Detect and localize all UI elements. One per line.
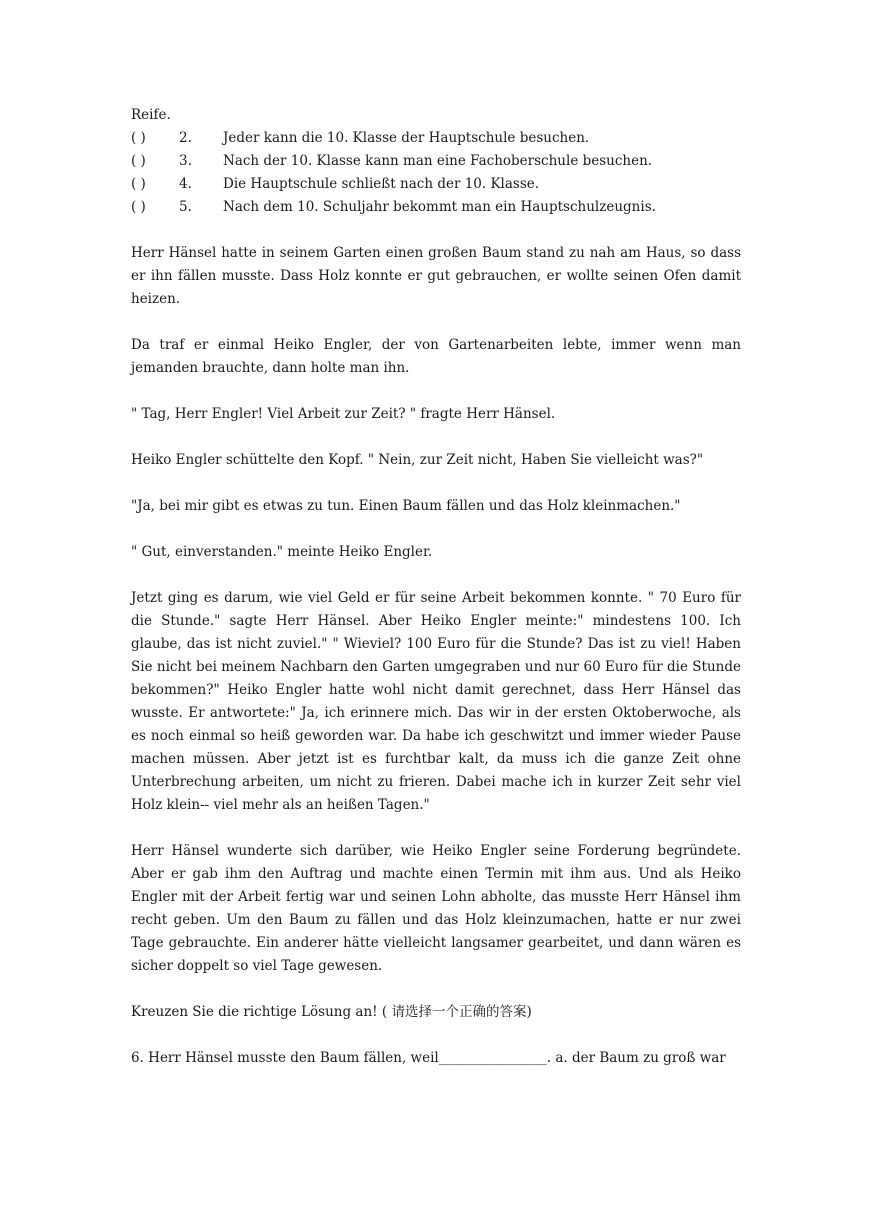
statement-text: Nach der 10. Klasse kann man eine Fachoberschule besuchen. [223, 153, 653, 169]
document-page [131, 104, 741, 1070]
statement-item [131, 150, 741, 173]
answer-box: ( ) [131, 153, 146, 169]
answer-box: ( ) [131, 130, 146, 146]
statement-text: Nach dem 10. Schuljahr bekommt man ein Hauptschulzeugnis. [223, 199, 656, 215]
dialogue-line: "Ja, bei mir gibt es etwas zu tun. Einen Baum fällen und das Holz kleinmachen." [131, 498, 681, 514]
story-paragraph: Da traf er einmal Heiko Engler, der von Gartenarbeiten lebte, immer wenn man jemanden brauchte, dann holte man ihn. [131, 337, 741, 376]
question-6: 6. Herr Hänsel musste den Baum fällen, weil________________. a. der Baum zu groß war [131, 1050, 726, 1066]
statement-text: Jeder kann die 10. Klasse der Hauptschule besuchen. [223, 130, 590, 146]
statement-number: 5. [179, 199, 192, 215]
dialogue-line: " Tag, Herr Engler! Viel Arbeit zur Zeit? " fragte Herr Hänsel. [131, 406, 556, 422]
statement-number: 4. [179, 176, 192, 192]
dialogue-line: Heiko Engler schüttelte den Kopf. " Nein, zur Zeit nicht, Haben Sie vielleicht was?" [131, 452, 704, 468]
statement-item [131, 196, 741, 219]
statement-number: 2. [179, 130, 192, 146]
answer-box: ( ) [131, 199, 146, 215]
statement-item [131, 127, 741, 150]
story-paragraph: Herr Hänsel hatte in seinem Garten einen großen Baum stand zu nah am Haus, so dass er ihn fällen musste. Dass Holz konnte er gut gebrauchen, er wollte seinen Ofen damit heizen. [131, 245, 741, 307]
statement-item [131, 173, 741, 196]
story-paragraph: Herr Hänsel wunderte sich darüber, wie Heiko Engler seine Forderung begründete. Aber er gab ihm den Auftrag und machte einen Termin mit ihm aus. Und als Heiko Engler mit der Arbeit fertig war und seinen Lohn abholte, das musste Herr Hänsel ihm recht geben. Um den Baum zu fällen und das Holz kleinzumachen, hatte er nur zwei Tage gebrauchte. Ein anderer hätte vielleicht langsamer gearbeitet, und dann wären es sicher doppelt so viel Tage gewesen. [131, 843, 741, 974]
answer-box: ( ) [131, 176, 146, 192]
story-paragraph: Jetzt ging es darum, wie viel Geld er für seine Arbeit bekommen konnte. " 70 Euro für die Stunde." sagte Herr Hänsel. Aber Heiko Engler meinte:" mindestens 100. Ich glaube, das ist nicht zuviel." " Wieviel? 100 Euro für die Stunde? Das ist zu viel! Haben Sie nicht bei meinem Nachbarn den Garten umgegraben und nur 60 Euro für die Stunde bekommen?" Heiko Engler hatte wohl nicht damit gerechnet, dass Herr Hänsel das wusste. Er antwortete:" Ja, ich erinnere mich. Das wir in der ersten Oktoberwoche, als es noch einmal so heiß geworden war. Da habe ich geschwitzt und immer wieder Pause machen müssen. Aber jetzt ist es furchtbar kalt, da muss ich die ganze Zeit ohne Unterbrechung arbeiten, um nicht zu frieren. Dabei mache ich in kurzer Zeit sehr viel Holz klein-- viel mehr als an heißen Tagen." [131, 590, 741, 813]
dialogue-line: " Gut, einverstanden." meinte Heiko Engler. [131, 544, 433, 560]
intro-tail: Reife. [131, 107, 171, 123]
task-instruction: Kreuzen Sie die richtige Lösung an! ( 请选择一个正确的答案) [131, 1004, 532, 1020]
statement-text: Die Hauptschule schließt nach der 10. Klasse. [223, 176, 540, 192]
statement-number: 3. [179, 153, 192, 169]
